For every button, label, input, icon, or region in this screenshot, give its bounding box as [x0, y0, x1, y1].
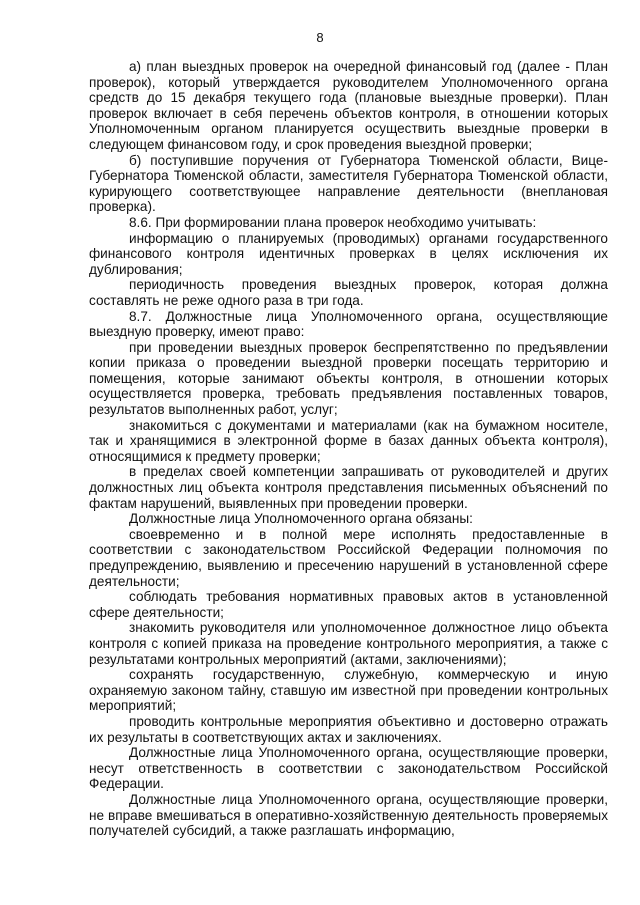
paragraph-right-visit: при проведении выездных проверок беспрепятственно по предъявлении копии приказа о проведении выездной проверки посещать территорию и помещения, которые занимают объекты контроля, в отношении которых осуществляется проверка, требовать предъявления поставленных товаров, результатов выполненных работ, услуг; — [89, 339, 608, 418]
document-body — [89, 59, 608, 839]
paragraph-8-7: 8.7. Должностные лица Уполномоченного органа, осуществляющие выездную проверку, имеют право: — [89, 308, 608, 340]
paragraph-periodicity: периодичность проведения выездных проверок, которая должна составлять не реже одного раза в три года. — [89, 277, 608, 308]
paragraph-right-request: в пределах своей компетенции запрашивать от руководителей и других должностных лиц объекта контроля представления письменных объяснений по фактам нарушений, выявленных при проведении проверки. — [89, 464, 608, 511]
paragraph-responsibility: Должностные лица Уполномоченного органа, осуществляющие проверки, несут ответственность в соответствии с законодательством Российской Федерации. — [89, 745, 608, 792]
paragraph-8-6: 8.6. При формировании плана проверок необходимо учитывать: — [129, 214, 537, 230]
paragraph-duty-objective: проводить контрольные мероприятия объективно и достоверно отражать их результаты в соответствующих актах и заключениях. — [89, 713, 608, 745]
paragraph-right-documents: знакомиться с документами и материалами (как на бумажном носителе, так и хранящимися в электронной форме в базах данных объекта контроля), относящимися к предмету проверки; — [89, 417, 608, 464]
page-number: 8 — [316, 30, 324, 45]
paragraph-prohibitions: Должностные лица Уполномоченного органа, осуществляющие проверки, не вправе вмешиваться в оперативно-хозяйственную деятельность проверяемых получателей субсидий, а также разглашать информацию, — [89, 791, 608, 839]
paragraph-orders: б) поступившие поручения от Губернатора Тюменской области, Вице-Губернатора Тюменской области, заместителя Губернатора Тюменской области, курирующего соответствующее направление деятельности (внеплановая проверка). — [89, 152, 608, 215]
paragraph-plan: а) план выездных проверок на очередной финансовый год (далее - План проверок), который утверждается руководителем Уполномоченного органа средств до 15 декабря текущего года (плановые выездные проверки). План проверок включает в себя перечень объектов контроля, в отношении которых Уполномоченным органом планируется осуществить выездные проверки в следующем финансовом году, и срок проведения выездной проверки; — [89, 59, 608, 152]
paragraph-information: информацию о планируемых (проводимых) органами государственного финансового контроля идентичных проверках в целях исключения их дублирования; — [89, 230, 608, 277]
paragraph-duty-acquaint: знакомить руководителя или уполномоченное должностное лицо объекта контроля с копией приказа на проведение контрольного мероприятия, а также с результатами контрольных мероприятий (актами, заключениями); — [89, 620, 608, 667]
paragraph-duty-secrecy: сохранять государственную, служебную, коммерческую и иную охраняемую законом тайну, ставшую им известной при проведении контрольных мероприятий; — [89, 667, 608, 714]
paragraph-obligations-intro: Должностные лица Уполномоченного органа обязаны: — [129, 511, 473, 527]
paragraph-duty-powers: своевременно и в полной мере исполнять предоставленные в соответствии с законодательством Российской Федерации полномочия по предупреждению, выявлению и пресечению нарушений в установленной сфере деятельности; — [89, 526, 608, 589]
paragraph-duty-compliance: соблюдать требования нормативных правовых актов в установленной сфере деятельности; — [89, 589, 608, 620]
